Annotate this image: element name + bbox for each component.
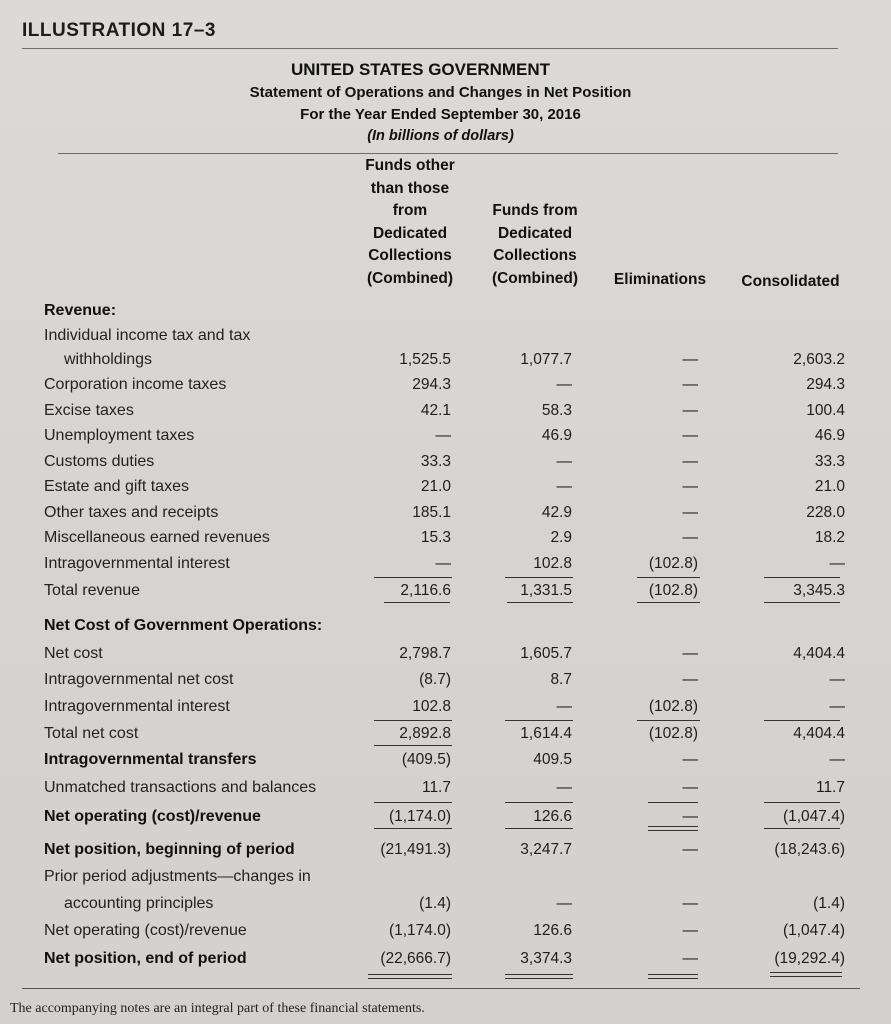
column-heading-line: Dedicated xyxy=(372,224,448,242)
entity-title: UNITED STATES GOVERNMENT xyxy=(290,60,551,79)
row-label: Unemployment taxes xyxy=(44,427,195,444)
total-underline xyxy=(505,828,573,829)
row-label: Net position, end of period xyxy=(44,950,247,967)
cell-value: — xyxy=(682,779,698,796)
cell-value: 3,374.3 xyxy=(520,950,572,967)
cell-value: (18,243.6) xyxy=(774,841,845,858)
total-underline xyxy=(637,602,700,603)
cell-value: 1,614.4 xyxy=(520,725,572,742)
cell-value: 126.6 xyxy=(533,808,572,825)
column-heading-line: (Combined) xyxy=(366,269,454,287)
cell-value: (21,491.3) xyxy=(380,841,451,858)
column-heading-line: than those xyxy=(370,179,450,197)
cell-value: — xyxy=(682,427,698,444)
total-underline xyxy=(770,972,842,973)
total-underline xyxy=(764,802,840,803)
total-underline xyxy=(648,802,698,803)
cell-value: — xyxy=(682,751,698,768)
row-label: Prior period adjustments—changes in xyxy=(44,868,311,885)
footnote: The accompanying notes are an integral part of these financial statements. xyxy=(10,1001,425,1016)
cell-value: 21.0 xyxy=(420,478,451,495)
total-underline xyxy=(507,602,573,603)
cell-value: (409.5) xyxy=(401,751,451,768)
cell-value: (1,047.4) xyxy=(782,922,845,939)
cell-value: (8.7) xyxy=(419,671,451,688)
cell-value: 11.7 xyxy=(421,779,451,796)
cell-value: (102.8) xyxy=(648,582,698,599)
illustration-label: ILLUSTRATION 17–3 xyxy=(22,20,216,41)
cell-value: — xyxy=(682,478,698,495)
total-underline xyxy=(637,720,700,721)
cell-value: — xyxy=(682,922,698,939)
cell-value: — xyxy=(682,453,698,470)
cell-value: 4,404.4 xyxy=(793,645,845,662)
column-heading-line: Dedicated xyxy=(497,224,573,242)
cell-value: — xyxy=(556,895,572,912)
total-underline xyxy=(648,978,698,979)
row-label: Net position, beginning of period xyxy=(44,841,295,858)
cell-value: — xyxy=(682,808,698,825)
cell-value: 3,345.3 xyxy=(793,582,845,599)
total-underline xyxy=(368,978,452,979)
cell-value: (102.8) xyxy=(648,555,698,572)
cell-value: — xyxy=(556,453,572,470)
row-label: Excise taxes xyxy=(44,402,134,419)
cell-value: (1.4) xyxy=(419,895,451,912)
cell-value: — xyxy=(829,751,845,768)
row-label: Intragovernmental transfers xyxy=(44,751,257,768)
total-underline xyxy=(368,974,452,975)
total-underline xyxy=(505,577,573,578)
row-label: Revenue: xyxy=(44,302,117,319)
cell-value: 58.3 xyxy=(541,402,572,419)
total-underline xyxy=(374,802,452,803)
total-underline xyxy=(374,720,452,721)
cell-value: 33.3 xyxy=(814,453,845,470)
total-underline xyxy=(374,577,452,578)
cell-value: 1,077.7 xyxy=(520,351,572,368)
total-underline xyxy=(505,978,573,979)
bottom-rule xyxy=(22,988,860,989)
cell-value: (1.4) xyxy=(813,895,845,912)
cell-value: (19,292.4) xyxy=(774,950,845,967)
row-label: Customs duties xyxy=(44,453,155,470)
total-underline xyxy=(505,802,573,803)
cell-value: 2,798.7 xyxy=(399,645,451,662)
cell-value: 102.8 xyxy=(533,555,572,572)
total-underline xyxy=(374,745,452,746)
row-label: Net operating (cost)/revenue xyxy=(44,922,247,939)
row-label: Corporation income taxes xyxy=(44,376,227,393)
cell-value: 1,525.5 xyxy=(399,351,451,368)
total-underline xyxy=(374,828,452,829)
cell-value: 15.3 xyxy=(420,529,451,546)
row-label: Intragovernmental interest xyxy=(44,555,230,572)
cell-value: — xyxy=(556,478,572,495)
cell-value: 185.1 xyxy=(412,504,451,521)
cell-value: 2,603.2 xyxy=(793,351,845,368)
cell-value: — xyxy=(556,376,572,393)
header-rule xyxy=(58,153,838,154)
cell-value: — xyxy=(829,555,845,572)
cell-value: — xyxy=(682,645,698,662)
total-underline xyxy=(384,602,450,603)
statement-units: (In billions of dollars) xyxy=(367,128,514,144)
total-underline xyxy=(505,974,573,975)
cell-value: 294.3 xyxy=(806,376,845,393)
cell-value: (22,666.7) xyxy=(380,950,451,967)
total-underline xyxy=(505,720,573,721)
cell-value: 18.2 xyxy=(814,529,845,546)
cell-value: (102.8) xyxy=(648,698,698,715)
row-label: Intragovernmental interest xyxy=(44,698,230,715)
column-heading-consolidated: Consolidated xyxy=(741,273,840,290)
cell-value: 46.9 xyxy=(814,427,845,444)
cell-value: — xyxy=(435,555,451,572)
row-label: Other taxes and receipts xyxy=(44,504,219,521)
total-underline xyxy=(637,577,700,578)
column-heading-line: Funds other xyxy=(365,157,455,174)
row-label: accounting principles xyxy=(64,895,214,912)
total-underline xyxy=(770,976,842,977)
row-label: Net Cost of Government Operations: xyxy=(44,617,323,634)
cell-value: — xyxy=(682,895,698,912)
cell-value: (1,174.0) xyxy=(388,922,451,939)
cell-value: 3,247.7 xyxy=(520,841,572,858)
total-underline xyxy=(648,830,698,831)
total-underline xyxy=(648,974,698,975)
cell-value: (1,174.0) xyxy=(388,808,451,825)
cell-value: 33.3 xyxy=(420,453,451,470)
cell-value: — xyxy=(829,671,845,688)
cell-value: 8.7 xyxy=(550,671,572,688)
cell-value: — xyxy=(682,504,698,521)
cell-value: — xyxy=(556,698,572,715)
cell-value: 409.5 xyxy=(533,751,572,768)
cell-value: — xyxy=(829,698,845,715)
total-underline xyxy=(764,602,840,603)
column-heading-general-funds xyxy=(345,155,475,290)
cell-value: 4,404.4 xyxy=(793,725,845,742)
total-underline xyxy=(764,828,840,829)
total-underline xyxy=(764,577,840,578)
row-label: withholdings xyxy=(64,351,153,368)
cell-value: — xyxy=(682,402,698,419)
cell-value: — xyxy=(682,376,698,393)
column-heading-eliminations: Eliminations xyxy=(613,271,707,288)
cell-value: 102.8 xyxy=(412,698,451,715)
cell-value: — xyxy=(682,841,698,858)
cell-value: — xyxy=(682,351,698,368)
cell-value: 46.9 xyxy=(541,427,572,444)
row-label: Estate and gift taxes xyxy=(44,478,189,495)
row-label: Net operating (cost)/revenue xyxy=(44,808,261,825)
column-heading-line: (Combined) xyxy=(491,269,579,287)
column-heading-line: from xyxy=(392,202,428,219)
cell-value: 21.0 xyxy=(814,478,845,495)
column-heading-line: Funds from xyxy=(492,202,578,219)
statement-period: For the Year Ended September 30, 2016 xyxy=(300,106,581,123)
row-label: Net cost xyxy=(44,645,103,662)
cell-value: 42.9 xyxy=(541,504,572,521)
row-label: Individual income tax and tax xyxy=(44,327,251,344)
cell-value: — xyxy=(682,671,698,688)
column-heading-line: Collections xyxy=(368,247,452,264)
total-underline xyxy=(648,826,698,827)
cell-value: (1,047.4) xyxy=(782,808,845,825)
cell-value: 42.1 xyxy=(420,402,451,419)
cell-value: 11.7 xyxy=(815,779,845,796)
cell-value: 228.0 xyxy=(806,504,845,521)
row-label: Total revenue xyxy=(44,582,141,599)
cell-value: 126.6 xyxy=(533,922,572,939)
row-label: Intragovernmental net cost xyxy=(44,671,234,688)
total-underline xyxy=(764,720,840,721)
cell-value: 294.3 xyxy=(412,376,451,393)
cell-value: 2.9 xyxy=(550,529,572,546)
cell-value: 2,116.6 xyxy=(400,582,451,599)
row-label: Total net cost xyxy=(44,725,139,742)
top-rule xyxy=(22,48,838,49)
cell-value: (102.8) xyxy=(648,725,698,742)
cell-value: 100.4 xyxy=(806,402,845,419)
row-label: Miscellaneous earned revenues xyxy=(44,529,270,546)
column-heading-line: Collections xyxy=(493,247,577,264)
statement-title: Statement of Operations and Changes in Net Position xyxy=(249,84,632,101)
cell-value: 2,892.8 xyxy=(399,725,451,742)
cell-value: — xyxy=(682,950,698,967)
cell-value: — xyxy=(435,427,451,444)
cell-value: 1,331.5 xyxy=(520,582,572,599)
cell-value: 1,605.7 xyxy=(520,645,572,662)
cell-value: — xyxy=(556,779,572,796)
column-heading-dedicated-funds xyxy=(470,200,600,290)
row-label: Unmatched transactions and balances xyxy=(44,779,317,796)
cell-value: — xyxy=(682,529,698,546)
